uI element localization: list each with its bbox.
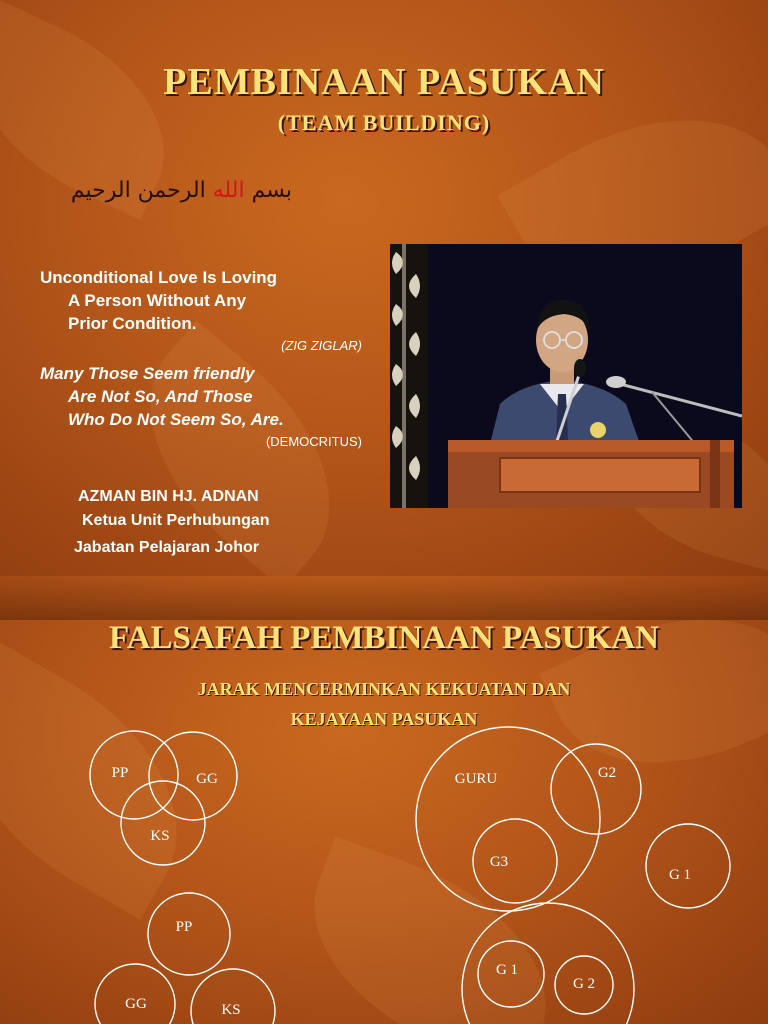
quote2-attribution: (DEMOCRITUS) bbox=[265, 434, 362, 449]
label-gg-far: GG bbox=[125, 996, 147, 1012]
label-g2-bottom: G 2 bbox=[572, 976, 596, 992]
slide-title-text: PEMBINAAN PASUKAN bbox=[163, 61, 605, 103]
label-guru: GURU bbox=[454, 771, 498, 787]
circle-gg-far bbox=[95, 964, 175, 1024]
author-position: Ketua Unit Perhubungan bbox=[82, 512, 270, 529]
quote1-line2: A Person Without Any bbox=[68, 291, 247, 310]
quote1-line3: Prior Condition. bbox=[68, 314, 197, 333]
speaker-photo bbox=[390, 244, 742, 508]
team-distance-diagram bbox=[0, 576, 768, 1024]
circle-ks-close bbox=[121, 781, 205, 865]
quote2-line1: Many Those Seem friendly bbox=[40, 364, 255, 383]
philosophy-title: FALSAFAH PEMBINAAN PASUKAN bbox=[109, 620, 659, 656]
slide-subtitle-text: (TEAM BUILDING) bbox=[277, 110, 491, 135]
quote2-line3: Who Do Not Seem So, Are. bbox=[68, 410, 284, 429]
quote-zig-ziglar bbox=[40, 266, 370, 335]
author-name: AZMAN BIN HJ. ADNAN bbox=[78, 488, 259, 505]
label-g3: G3 bbox=[489, 854, 509, 870]
label-g2: G2 bbox=[597, 765, 617, 781]
label-gg-close: GG bbox=[196, 771, 218, 787]
label-pp-close: PP bbox=[111, 765, 129, 781]
circle-g2 bbox=[551, 744, 641, 834]
philosophy-subtitle-line2: KEJAYAAN PASUKAN bbox=[290, 709, 478, 729]
quote-democritus bbox=[40, 362, 370, 431]
quote2-line2: Are Not So, And Those bbox=[68, 387, 253, 406]
speaker-photo-illustration bbox=[390, 244, 742, 508]
circle-pp-close bbox=[90, 731, 178, 819]
label-g1-far: G 1 bbox=[668, 867, 692, 883]
label-ks-close: KS bbox=[150, 828, 170, 844]
label-ks-far: KS bbox=[221, 1002, 241, 1018]
circle-gg-close bbox=[149, 732, 237, 820]
quote1-attribution: (ZIG ZIGLAR) bbox=[281, 338, 362, 353]
circle-team-bottom bbox=[462, 903, 634, 1024]
slide-philosophy bbox=[0, 576, 768, 1024]
quote1-line1: Unconditional Love Is Loving bbox=[40, 268, 278, 287]
basmala-calligraphy bbox=[70, 178, 292, 216]
label-pp-far: PP bbox=[175, 919, 193, 935]
circle-g3 bbox=[473, 819, 557, 903]
label-g1-bottom: G 1 bbox=[495, 962, 519, 978]
author-department: Jabatan Pelajaran Johor bbox=[74, 539, 259, 556]
circle-g1-far bbox=[646, 824, 730, 908]
philosophy-subtitle-line1: JARAK MENCERMINKAN KEKUATAN DAN bbox=[197, 679, 571, 699]
basmala-text: بسم الله الرحمن الرحيم bbox=[70, 178, 292, 203]
